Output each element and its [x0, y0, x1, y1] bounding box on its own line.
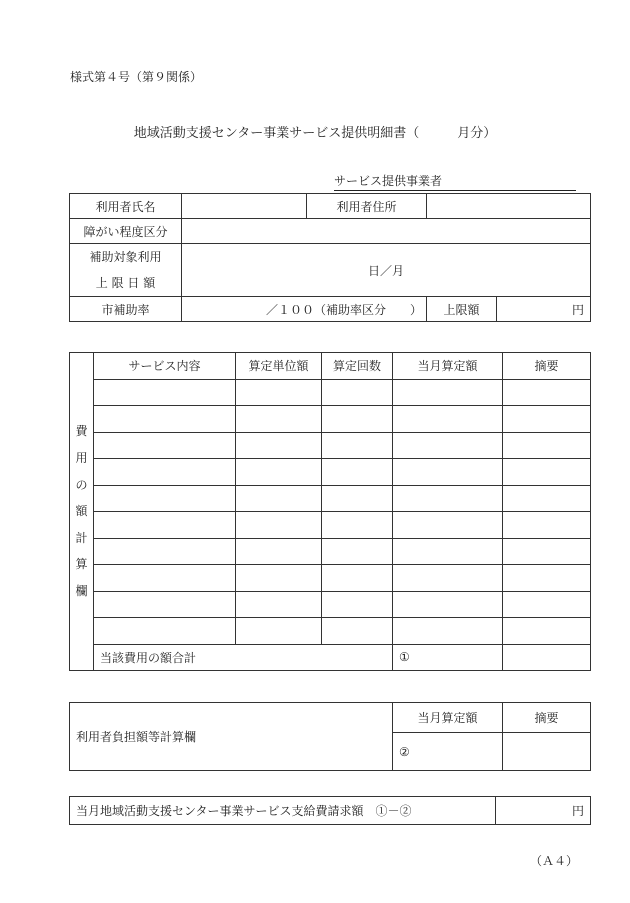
- cost-total-field[interactable]: [393, 644, 503, 671]
- header-monthly-amount: 当月算定額: [393, 353, 503, 380]
- header-remarks: 摘要: [503, 353, 591, 380]
- unit-amount-cell[interactable]: [236, 565, 322, 592]
- document-title: [0, 122, 630, 141]
- count-cell[interactable]: [322, 512, 393, 539]
- usage-limit-label: [70, 244, 182, 297]
- remarks-cell[interactable]: [503, 406, 591, 433]
- remarks-cell[interactable]: [503, 538, 591, 565]
- header-unit-amount: 算定単位額: [236, 353, 322, 380]
- service-content-cell[interactable]: [94, 379, 236, 406]
- table-row: [70, 459, 591, 486]
- count-cell[interactable]: [322, 565, 393, 592]
- claim-label: 当月地域活動支援センター事業サービス支給費請求額 ①－②: [70, 797, 496, 825]
- claim-yen: 円: [571, 804, 584, 818]
- monthly-amount-cell[interactable]: [393, 591, 503, 618]
- usage-limit-field[interactable]: [182, 244, 591, 297]
- table-row: [70, 485, 591, 512]
- remarks-cell[interactable]: [503, 591, 591, 618]
- usage-limit-unit: 日／月: [367, 263, 404, 278]
- remarks-cell[interactable]: [503, 432, 591, 459]
- table-row: [70, 618, 591, 645]
- user-name-field[interactable]: [182, 194, 307, 219]
- monthly-amount-cell[interactable]: [393, 485, 503, 512]
- monthly-amount-cell[interactable]: [393, 565, 503, 592]
- service-content-cell[interactable]: [94, 512, 236, 539]
- unit-amount-cell[interactable]: [236, 591, 322, 618]
- table-row: [70, 432, 591, 459]
- cap-amount-field[interactable]: [497, 297, 591, 322]
- user-info-table: [69, 193, 591, 322]
- claim-table: [69, 796, 591, 825]
- subsidy-rate-label: 市補助率: [70, 297, 182, 322]
- cost-total-remarks[interactable]: [503, 644, 591, 671]
- monthly-amount-cell[interactable]: [393, 618, 503, 645]
- cost-calculation-table: [69, 352, 591, 671]
- disability-level-field[interactable]: [182, 219, 591, 244]
- user-burden-label: 利用者負担額等計算欄: [70, 703, 393, 771]
- remarks-cell[interactable]: [503, 512, 591, 539]
- user-address-label: 利用者住所: [307, 194, 427, 219]
- unit-amount-cell[interactable]: [236, 379, 322, 406]
- count-cell[interactable]: [322, 459, 393, 486]
- service-content-cell[interactable]: [94, 591, 236, 618]
- disability-level-label: 障がい程度区分: [70, 219, 182, 244]
- unit-amount-cell[interactable]: [236, 512, 322, 539]
- user-address-field[interactable]: [427, 194, 591, 219]
- count-cell[interactable]: [322, 591, 393, 618]
- cost-section-char: 計: [75, 530, 88, 545]
- cost-section-char: 額: [75, 504, 88, 519]
- form-number: 様式第４号（第９関係）: [70, 70, 203, 84]
- service-provider-label: サービス提供事業者: [334, 174, 443, 188]
- unit-amount-cell[interactable]: [236, 538, 322, 565]
- remarks-cell[interactable]: [503, 379, 591, 406]
- service-content-cell[interactable]: [94, 432, 236, 459]
- monthly-amount-cell[interactable]: [393, 512, 503, 539]
- cost-section-char: 用: [75, 451, 88, 466]
- unit-amount-cell[interactable]: [236, 459, 322, 486]
- document-title-month: 月分）: [457, 126, 497, 141]
- cost-section-char: 欄: [75, 583, 88, 598]
- service-content-cell[interactable]: [94, 485, 236, 512]
- remarks-cell[interactable]: [503, 459, 591, 486]
- table-row: [70, 406, 591, 433]
- count-cell[interactable]: [322, 379, 393, 406]
- user-burden-table: [69, 702, 591, 771]
- paper-size: （Ａ４）: [530, 854, 579, 868]
- cap-amount-label: 上限額: [427, 297, 497, 322]
- monthly-amount-cell[interactable]: [393, 432, 503, 459]
- service-provider-field[interactable]: [334, 172, 576, 191]
- unit-amount-cell[interactable]: [236, 485, 322, 512]
- remarks-cell[interactable]: [503, 485, 591, 512]
- claim-amount-field[interactable]: [496, 797, 591, 825]
- cost-total-label: 当該費用の額合計: [94, 644, 393, 671]
- cost-section-char: 算: [75, 557, 88, 572]
- burden-mark: ②: [399, 744, 410, 759]
- subsidy-rate-fraction: ／１００（補助率区分 ）: [265, 302, 422, 317]
- header-count: 算定回数: [322, 353, 393, 380]
- header-service-content: サービス内容: [94, 353, 236, 380]
- count-cell[interactable]: [322, 618, 393, 645]
- table-row: [70, 591, 591, 618]
- usage-limit-label-line1: 補助対象利用: [89, 250, 162, 264]
- subsidy-rate-field[interactable]: [182, 297, 427, 322]
- unit-amount-cell[interactable]: [236, 432, 322, 459]
- service-content-cell[interactable]: [94, 565, 236, 592]
- monthly-amount-cell[interactable]: [393, 379, 503, 406]
- monthly-amount-cell[interactable]: [393, 406, 503, 433]
- table-row: [70, 512, 591, 539]
- table-row: [70, 379, 591, 406]
- service-content-cell[interactable]: [94, 459, 236, 486]
- cost-section-char: 費: [75, 424, 88, 439]
- count-cell[interactable]: [322, 538, 393, 565]
- service-content-cell[interactable]: [94, 618, 236, 645]
- remarks-cell[interactable]: [503, 618, 591, 645]
- table-row: [70, 538, 591, 565]
- service-content-cell[interactable]: [94, 538, 236, 565]
- cost-section-char: の: [75, 477, 88, 492]
- cap-amount-yen: 円: [571, 302, 584, 317]
- burden-remarks-header: 摘要: [503, 703, 591, 733]
- monthly-amount-cell[interactable]: [393, 459, 503, 486]
- count-cell[interactable]: [322, 485, 393, 512]
- burden-amount-field[interactable]: [393, 733, 503, 771]
- table-row: [70, 565, 591, 592]
- count-cell[interactable]: [322, 432, 393, 459]
- unit-amount-cell[interactable]: [236, 406, 322, 433]
- monthly-amount-cell[interactable]: [393, 538, 503, 565]
- service-content-cell[interactable]: [94, 406, 236, 433]
- count-cell[interactable]: [322, 406, 393, 433]
- remarks-cell[interactable]: [503, 565, 591, 592]
- unit-amount-cell[interactable]: [236, 618, 322, 645]
- usage-limit-label-line2: 上 限 日 額: [95, 276, 156, 290]
- document-title-main: 地域活動支援センター事業サービス提供明細書（: [133, 126, 420, 141]
- cost-total-mark: ①: [399, 650, 410, 665]
- cost-section-label: [70, 353, 94, 671]
- burden-amount-header: 当月算定額: [393, 703, 503, 733]
- user-name-label: 利用者氏名: [70, 194, 182, 219]
- burden-remarks-field[interactable]: [503, 733, 591, 771]
